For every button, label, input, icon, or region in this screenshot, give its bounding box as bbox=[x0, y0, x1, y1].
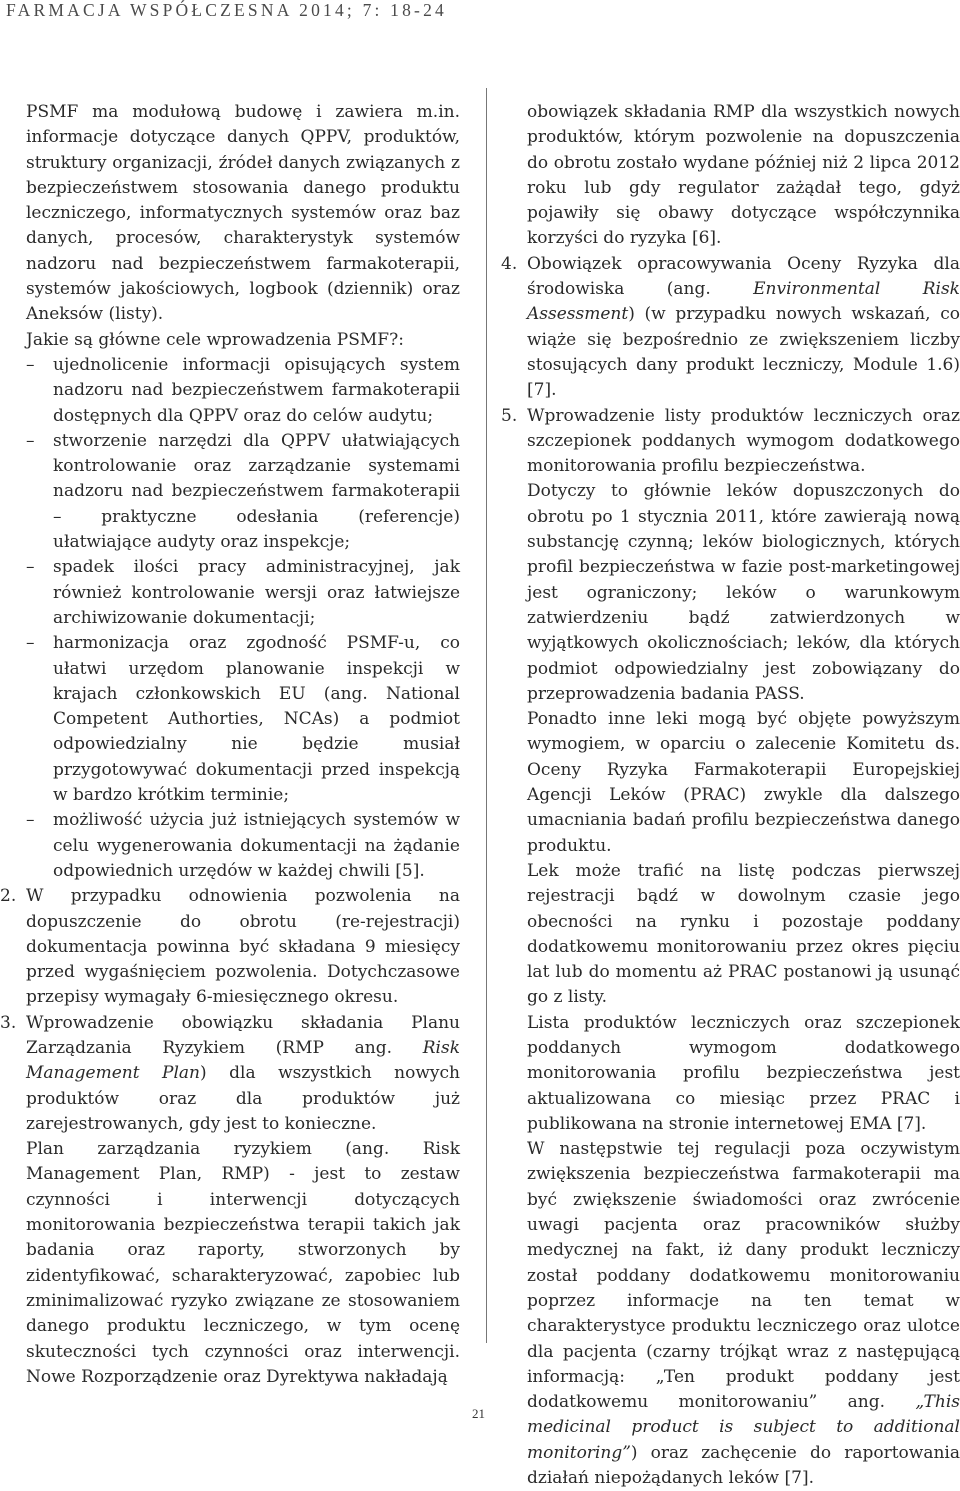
italic-term: Risk Management Plan bbox=[26, 1037, 460, 1084]
bullet-text: możliwość użycia już istniejących systemów w celu wygenerowania dokumentacji na żądanie odpowiednich urzędów w każdej chwili [5]. bbox=[53, 810, 460, 881]
paragraph bbox=[527, 859, 960, 1011]
numbered-text: ) (w przypadku nowych wskazań, co wiąże się bezpośrednio ze zwiększeniem liczby stosujących dany produkt leczniczy, Module 1.6) [7]. bbox=[527, 304, 960, 401]
numbered-text: ) dla wszystkich nowych produktów oraz dla produktów już zarejestrowanych, gdy jest to konieczne. bbox=[26, 1063, 460, 1134]
running-header: FARMACJA WSPÓŁCZESNA 2014; 7: 18-24 bbox=[6, 0, 447, 20]
paragraph bbox=[527, 479, 960, 707]
left-column bbox=[0, 100, 460, 1390]
paragraph bbox=[527, 1137, 960, 1491]
right-column bbox=[501, 100, 960, 1491]
bullet-item bbox=[26, 353, 460, 429]
numbered-item bbox=[0, 884, 460, 1010]
numbered-text: Obowiązek opracowywania Oceny Ryzyka dla środowiska (ang. bbox=[527, 253, 960, 300]
paragraph-text: ) oraz zachęcenie do raportowania działań niepożądanych leków [7]. bbox=[527, 1442, 960, 1489]
bullet-text: stworzenie narzędzi dla QPPV ułatwiających kontrolowanie oraz zarządzanie systemami nadzoru nad bezpieczeństwem farmakoterapii – praktyczne odesłania (referencje) ułatwiające audyty oraz inspekcje; bbox=[53, 430, 460, 553]
italic-term: Environmental Risk Assessment bbox=[527, 279, 960, 325]
numbered-item bbox=[501, 252, 960, 404]
page-number: 21 bbox=[472, 1406, 485, 1421]
numbered-text: Wprowadzenie obowiązku składania Planu Zarządzania Ryzykiem (RMP ang. bbox=[26, 1012, 460, 1058]
paragraph-text: Lek może trafić na listę podczas pierwszej rejestracji bądź w dowolnym czasie jego obecności na rynku i pozostaje poddany dodatkowemu monitorowaniu przez okres pięciu lat lub do momentu aż PRAC postanowi ją usunąć go z listy. bbox=[527, 860, 960, 1008]
bullet-item bbox=[26, 429, 460, 555]
numbered-text: W przypadku odnowienia pozwolenia na dopuszczenie do obrotu (re-rejestracji) dokumentacja powinna być składana 9 miesięcy przed wygaśnięciem pozwolenia. Dotychczasowe przepisy wymagały 6-miesięcznego okresu. bbox=[26, 886, 460, 1008]
paragraph-text: Jakie są główne cele wprowadzenia PSMF?: bbox=[26, 329, 404, 350]
paragraph-text: Ponadto inne leki mogą być objęte powyższym wymogiem, w oparciu o zalecenie Komitetu ds. Oceny Ryzyka Farmakoterapii Europejskiej Agencji Leków (PRAC) zwykle dla dalszego umacniania badań profilu bezpieczeństwa danego produktu. bbox=[527, 709, 960, 856]
numbered-text: Wprowadzenie listy produktów leczniczych oraz szczepionek poddanych wymogom dodatkowego monitorowania profilu bezpieczeństwa. bbox=[527, 405, 960, 477]
paragraph-text: W następstwie tej regulacji poza oczywistym zwiększenia bezpieczeństwa farmakoterapii ma być zwiększenie świadomości oraz zwrócenie uwagi pacjenta oraz pracowników służby medycznej na fakt, iż dany produkt leczniczy został poddany dodatkowemu monitorowaniu poprzez informacje na ten temat w charakterystyce produktu leczniczego oraz ulotce dla pacjenta (czarny trójkąt wraz z następującą informacją: „Ten produkt poddany jest dodatkowemu monitorowaniu” ang. bbox=[527, 1139, 960, 1413]
bullet-item bbox=[26, 555, 460, 631]
paragraph-text: obowiązek składania RMP dla wszystkich nowych produktów, którym pozwolenie na dopuszczenia do obrotu zostało wydane później niż 2 lipca 2012 roku lub gdy regulator zażądał tego, gdyż pojawiły się obawy dotyczące współczynnika korzyści do ryzyka [6]. bbox=[527, 102, 960, 249]
bullet-text: harmonizacja oraz zgodność PSMF-u, co ułatwi urzędom planowanie inspekcji w krajach członkowskich EU (ang. National Competent Authorties, NCAs) a podmiot odpowiedzialny nie będzie musiał przygotowywać dokumentacji przed inspekcją w bardzo krótkim terminie; bbox=[53, 633, 460, 806]
bullet-item bbox=[26, 631, 460, 808]
paragraph bbox=[26, 100, 460, 328]
paragraph-text: Dotyczy to głównie leków dopuszczonych do obrotu po 1 stycznia 2011, które zawierają nową substancję czynną; leków biologicznych, których profil bezpieczeństwa w fazie post-marketingowej jest ograniczony; leków o warunkowym zatwierdzeniu bądź zatwierdzonych w wyjątkowych okolicznościach; leków, dla których podmiot odpowiedzialny jest zobowiązany do przeprowadzenia badania PASS. bbox=[527, 481, 960, 704]
numbered-item bbox=[501, 404, 960, 480]
paragraph bbox=[26, 1137, 460, 1390]
item-number: 2. bbox=[0, 886, 17, 907]
item-number: 5. bbox=[501, 405, 518, 426]
paragraph bbox=[527, 1011, 960, 1137]
item-number: 3. bbox=[0, 1012, 17, 1033]
bullet-item bbox=[26, 808, 460, 884]
bullet-text: spadek ilości pracy administracyjnej, jak również kontrolowanie wersji oraz łatwiejsze archiwizowanie dokumentacji; bbox=[53, 557, 460, 628]
paragraph bbox=[527, 100, 960, 252]
paragraph-text: PSMF ma modułową budowę i zawiera m.in. informacje dotyczące danych QPPV, produktów, struktury organizacji, źródeł danych związanych z bezpieczeństwem stosowania danego produktu leczniczego, informatycznych systemów oraz baz danych, procesów, charakterystyk systemów nadzoru nad bezpieczeństwem farmakoterapii, systemów jakościowych, logbook (dziennik) oraz Aneksów (listy). bbox=[26, 102, 460, 325]
italic-quote: „This medicinal product is subject to additional monitoring” bbox=[527, 1392, 960, 1463]
paragraph bbox=[26, 328, 460, 353]
item-number: 4. bbox=[501, 253, 518, 274]
paragraph-text: Plan zarządzania ryzykiem (ang. Risk Management Plan, RMP) - jest to zestaw czynności i interwencji dotyczących monitorowania bezpieczeństwa terapii takich jak badania oraz raporty, stworzonych by zidentyfikować, scharakteryzować, zapobiec lub zminimalizować ryzyko związane ze stosowaniem danego produktu leczniczego, w tym ocenę skuteczności tych czynności oraz interwencji. Nowe Rozporządzenie oraz Dyrektywa nakładają bbox=[26, 1139, 460, 1387]
numbered-item bbox=[0, 1011, 460, 1137]
column-divider bbox=[486, 88, 487, 1343]
bullet-text: ujednolicenie informacji opisujących system nadzoru nad bezpieczeństwem farmakoterapii dostępnych dla QPPV oraz do celów audytu; bbox=[53, 354, 460, 426]
paragraph bbox=[527, 707, 960, 859]
paragraph-text: Lista produktów leczniczych oraz szczepionek poddanych wymogom dodatkowego monitorowania profilu bezpieczeństwa jest aktualizowana co miesiąc przez PRAC i publikowana na stronie internetowej EMA [7]. bbox=[527, 1012, 960, 1134]
